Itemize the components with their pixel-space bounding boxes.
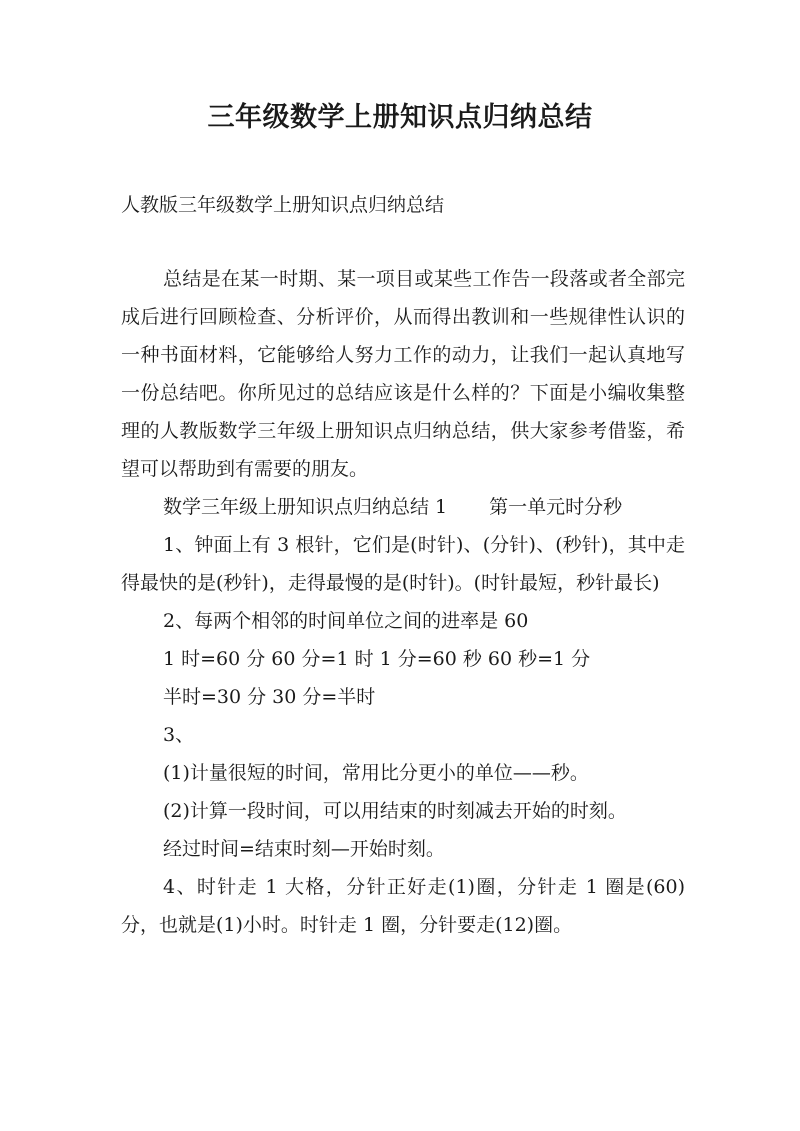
point-3-heading: 3、 (163, 724, 195, 746)
point-2-conversion-line-2: 半时=30 分 30 分=半时 (163, 686, 376, 708)
document-subtitle: 人教版三年级数学上册知识点归纳总结 (121, 194, 445, 216)
section-heading: 数学三年级上册知识点归纳总结 1 (163, 496, 448, 518)
point-2-conversion-line-1: 1 时=60 分 60 分=1 时 1 分=60 秒 60 秒=1 分 (163, 648, 591, 670)
point-3-item-3: 经过时间=结束时刻—开始时刻。 (163, 838, 445, 860)
point-4-paragraph: 4、时针走 1 大格，分针正好走(1)圈，分针走 1 圈是(60)分，也就是(1)小时。时针走 1 圈，分针要走(12)圈。 (121, 876, 685, 936)
unit-heading: 第一单元时分秒 (489, 496, 623, 518)
point-2-heading: 2、每两个相邻的时间单位之间的进率是 60 (163, 610, 529, 632)
document-title: 三年级数学上册知识点归纳总结 (207, 102, 593, 133)
point-1-paragraph: 1、钟面上有 3 根针，它们是(时针)、(分针)、(秒针)，其中走得最快的是(秒针)，走得最慢的是(时针)。(时针最短，秒针最长) (121, 534, 685, 594)
document-body (121, 260, 685, 944)
point-3-item-1: (1)计量很短的时间，常用比分更小的单位——秒。 (163, 762, 589, 784)
section-heading-line (121, 488, 685, 526)
point-3-item-2: (2)计算一段时间，可以用结束的时刻减去开始的时刻。 (163, 800, 627, 822)
intro-paragraph: 总结是在某一时期、某一项目或某些工作告一段落或者全部完成后进行回顾检查、分析评价，从而得出教训和一些规律性认识的一种书面材料，它能够给人努力工作的动力，让我们一起认真地写一份总结吧。你所见过的总结应该是什么样的？下面是小编收集整理的人教版数学三年级上册知识点归纳总结，供大家参考借鉴，希望可以帮助到有需要的朋友。 (121, 268, 685, 480)
